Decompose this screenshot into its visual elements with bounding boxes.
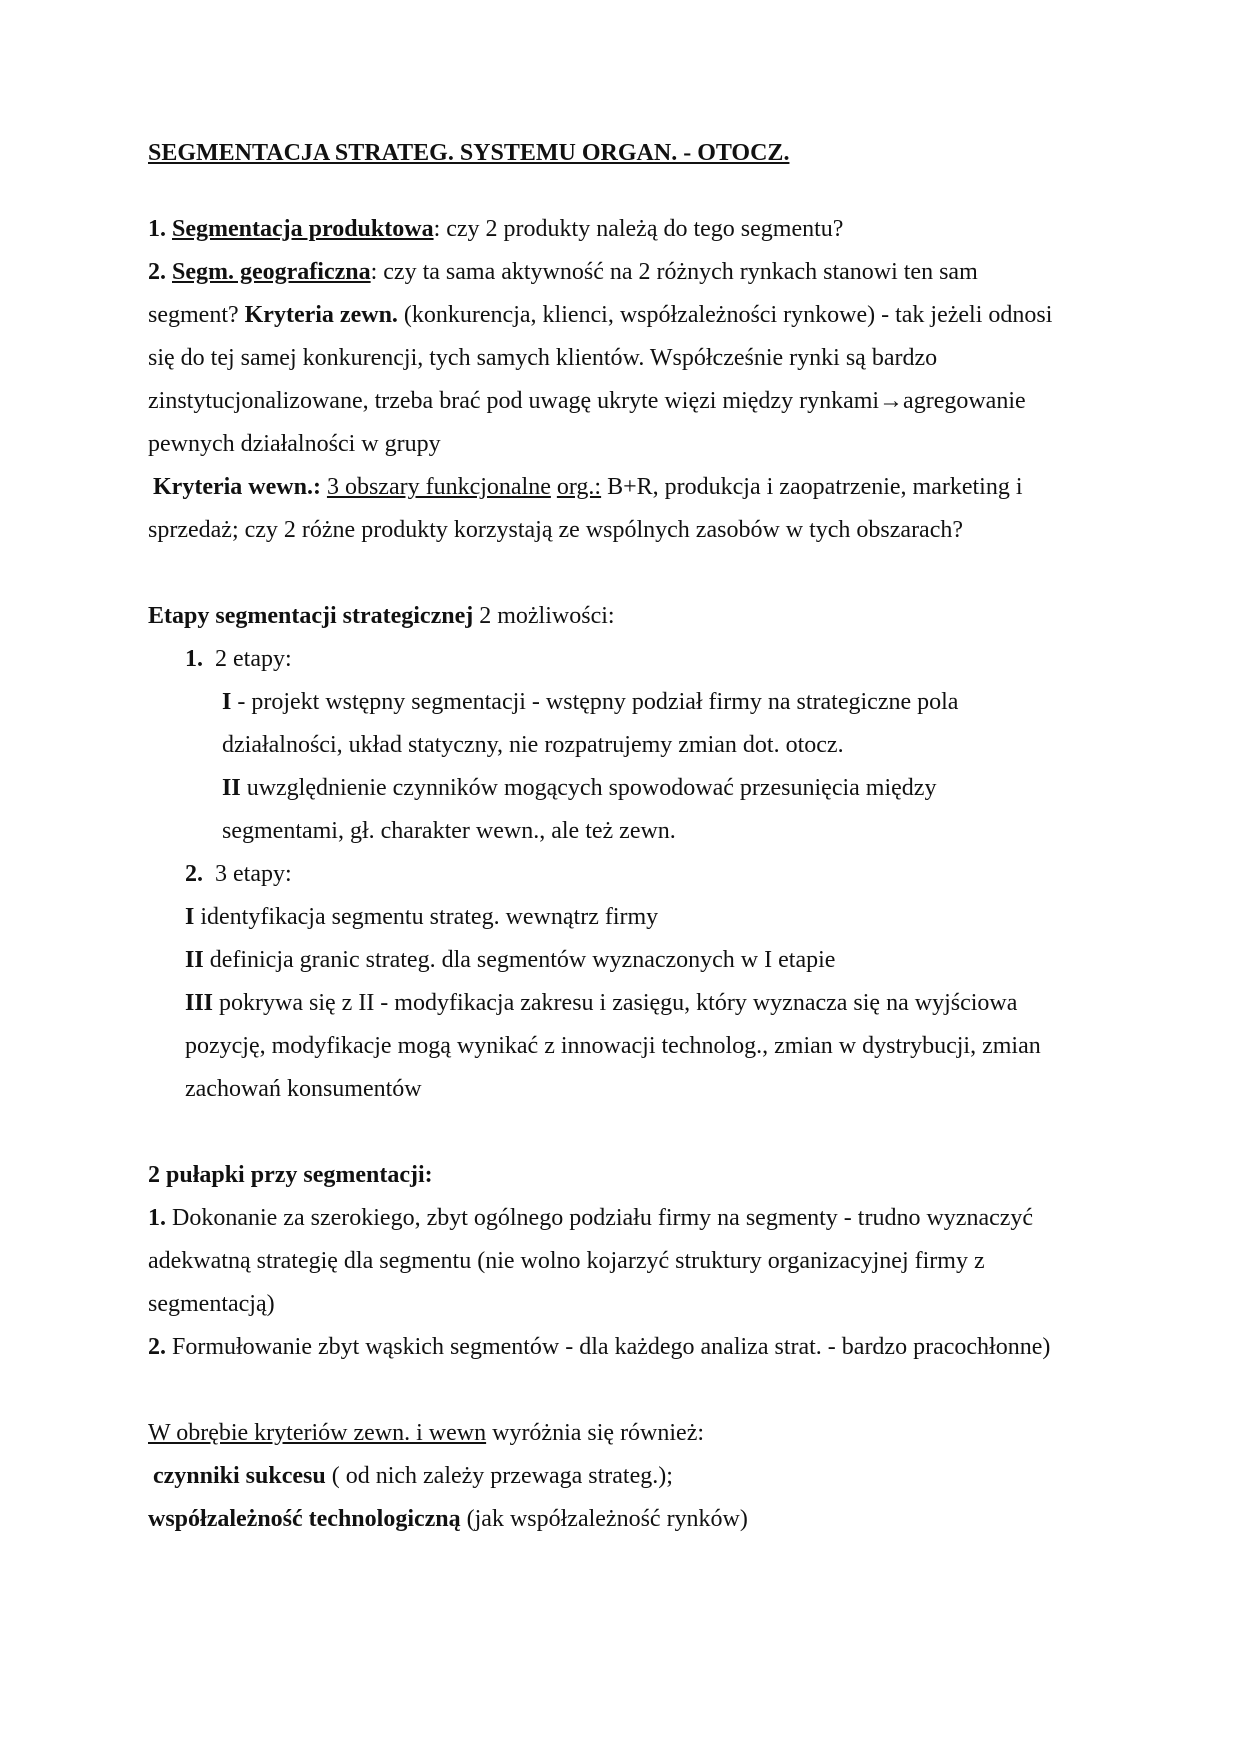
option-2-stage-ii	[185, 939, 835, 982]
pitfall-1-line-3: segmentacją)	[148, 1291, 275, 1317]
text-segment: ( od nich zależy przewaga strateg.);	[325, 1463, 673, 1489]
stages-heading-term: Etapy segmentacji strategicznej	[148, 603, 474, 629]
text-segment: segment?	[148, 302, 245, 328]
option-2-stage-i	[185, 896, 658, 939]
tech-interdependence-term: współzależność technologiczną	[148, 1506, 461, 1532]
criteria-scope-term: W obrębie kryteriów zewn. i wewn	[148, 1420, 487, 1446]
item-number: 1.	[148, 216, 166, 242]
text-segment: wyróżnia się również:	[486, 1420, 705, 1446]
text-segment: 2 etapy:	[215, 646, 292, 672]
pitfalls-heading: 2 pułapki przy segmentacji:	[148, 1162, 433, 1188]
geo-segmentation-line-1	[148, 251, 978, 294]
option-2-stage-iii-line-1	[185, 982, 1017, 1025]
roman-numeral: II	[185, 947, 204, 973]
option-1-stage-ii-line-2: segmentami, gł. charakter wewn., ale też zewn.	[222, 818, 676, 844]
option-1-stage-i-line-1	[222, 681, 958, 724]
geo-segmentation-text: : czy ta sama aktywność na 2 różnych rynkach stanowi ten sam	[370, 259, 978, 285]
option-1-stage-i-line-2: działalności, układ statyczny, nie rozpatrujemy zmian dot. otocz.	[222, 732, 844, 758]
roman-numeral: I	[222, 689, 232, 715]
item-number: 2.	[185, 861, 203, 887]
text-segment: Dokonanie za szerokiego, zbyt ogólnego podziału firmy na segmenty - trudno wyznaczyć	[166, 1205, 1034, 1231]
text-segment: B+R, produkcja i zaopatrzenie, marketing i	[601, 474, 1023, 500]
pitfall-1-line-1	[148, 1197, 1033, 1240]
text-segment: 2 możliwości:	[473, 603, 615, 629]
item-number: 2.	[148, 259, 166, 285]
text-segment: (jak współzależność rynków)	[460, 1506, 748, 1532]
roman-numeral: III	[185, 990, 214, 1016]
success-factors-line	[153, 1455, 673, 1498]
internal-criteria-term: Kryteria wewn.:	[153, 474, 321, 500]
geo-segmentation-line-5: pewnych działalności w grupy	[148, 431, 441, 457]
product-segmentation-text: : czy 2 produkty należą do tego segmentu?	[433, 216, 844, 242]
geo-segmentation-line-2	[148, 294, 1052, 337]
item-number: 1.	[148, 1205, 166, 1231]
text-segment: pokrywa się z II - modyfikacja zakresu i zasięgu, który wyznacza się na wyjściowa	[213, 990, 1018, 1016]
text-segment: Formułowanie zbyt wąskich segmentów - dla każdego analiza strat. - bardzo pracochłonne)	[166, 1334, 1051, 1360]
geo-segmentation-line-3: się do tej samej konkurencji, tych samych klientów. Współcześnie rynki są bardzo	[148, 345, 938, 371]
document-title: SEGMENTACJA STRATEG. SYSTEMU ORGAN. - OTOCZ.	[148, 140, 790, 166]
option-1-stage-ii-line-1	[222, 767, 936, 810]
text-segment: definicja granic strateg. dla segmentów wyznaczonych w I etapie	[203, 947, 836, 973]
pitfall-1-line-2: adekwatną strategię dla segmentu (nie wolno kojarzyć struktury organizacyjnej firmy z	[148, 1248, 985, 1274]
criteria-scope-line	[148, 1412, 704, 1455]
org-term: org.:	[556, 474, 602, 500]
pitfall-2-line-1	[148, 1326, 1050, 1369]
tech-interdependence-line	[148, 1498, 748, 1541]
segmentation-product-line	[148, 208, 843, 251]
option-2-label	[185, 853, 292, 896]
functional-areas-term: 3 obszary funkcjonalne	[326, 474, 551, 500]
roman-numeral: II	[222, 775, 241, 801]
item-number: 1.	[185, 646, 203, 672]
product-segmentation-term: Segmentacja produktowa	[172, 216, 434, 242]
geo-segmentation-line-4: zinstytucjonalizowane, trzeba brać pod uwagę ukryte więzi między rynkami→agregowanie	[148, 388, 1026, 414]
option-2-stage-iii-line-2: pozycję, modyfikacje mogą wynikać z innowacji technolog., zmian w dystrybucji, zmian	[185, 1033, 1041, 1059]
stages-heading	[148, 595, 615, 638]
roman-numeral: I	[185, 904, 195, 930]
text-segment: uwzględnienie czynników mogących spowodować przesunięcia między	[240, 775, 937, 801]
internal-criteria-line-1	[153, 466, 1023, 509]
text-segment: - projekt wstępny segmentacji - wstępny podział firmy na strategiczne pola	[231, 689, 959, 715]
item-number: 2.	[148, 1334, 166, 1360]
internal-criteria-line-2: sprzedaż; czy 2 różne produkty korzystają ze wspólnych zasobów w tych obszarach?	[148, 517, 964, 543]
option-2-stage-iii-line-3: zachowań konsumentów	[185, 1076, 422, 1102]
external-criteria-term: Kryteria zewn.	[244, 302, 398, 328]
text-segment: (konkurencja, klienci, współzależności rynkowe) - tak jeżeli odnosi	[397, 302, 1053, 328]
text-segment: 3 etapy:	[215, 861, 292, 887]
geo-segmentation-term: Segm. geograficzna	[172, 259, 371, 285]
option-1-label	[185, 638, 292, 681]
success-factors-term: czynniki sukcesu	[153, 1463, 326, 1489]
text-segment: identyfikacja segmentu strateg. wewnątrz firmy	[194, 904, 659, 930]
